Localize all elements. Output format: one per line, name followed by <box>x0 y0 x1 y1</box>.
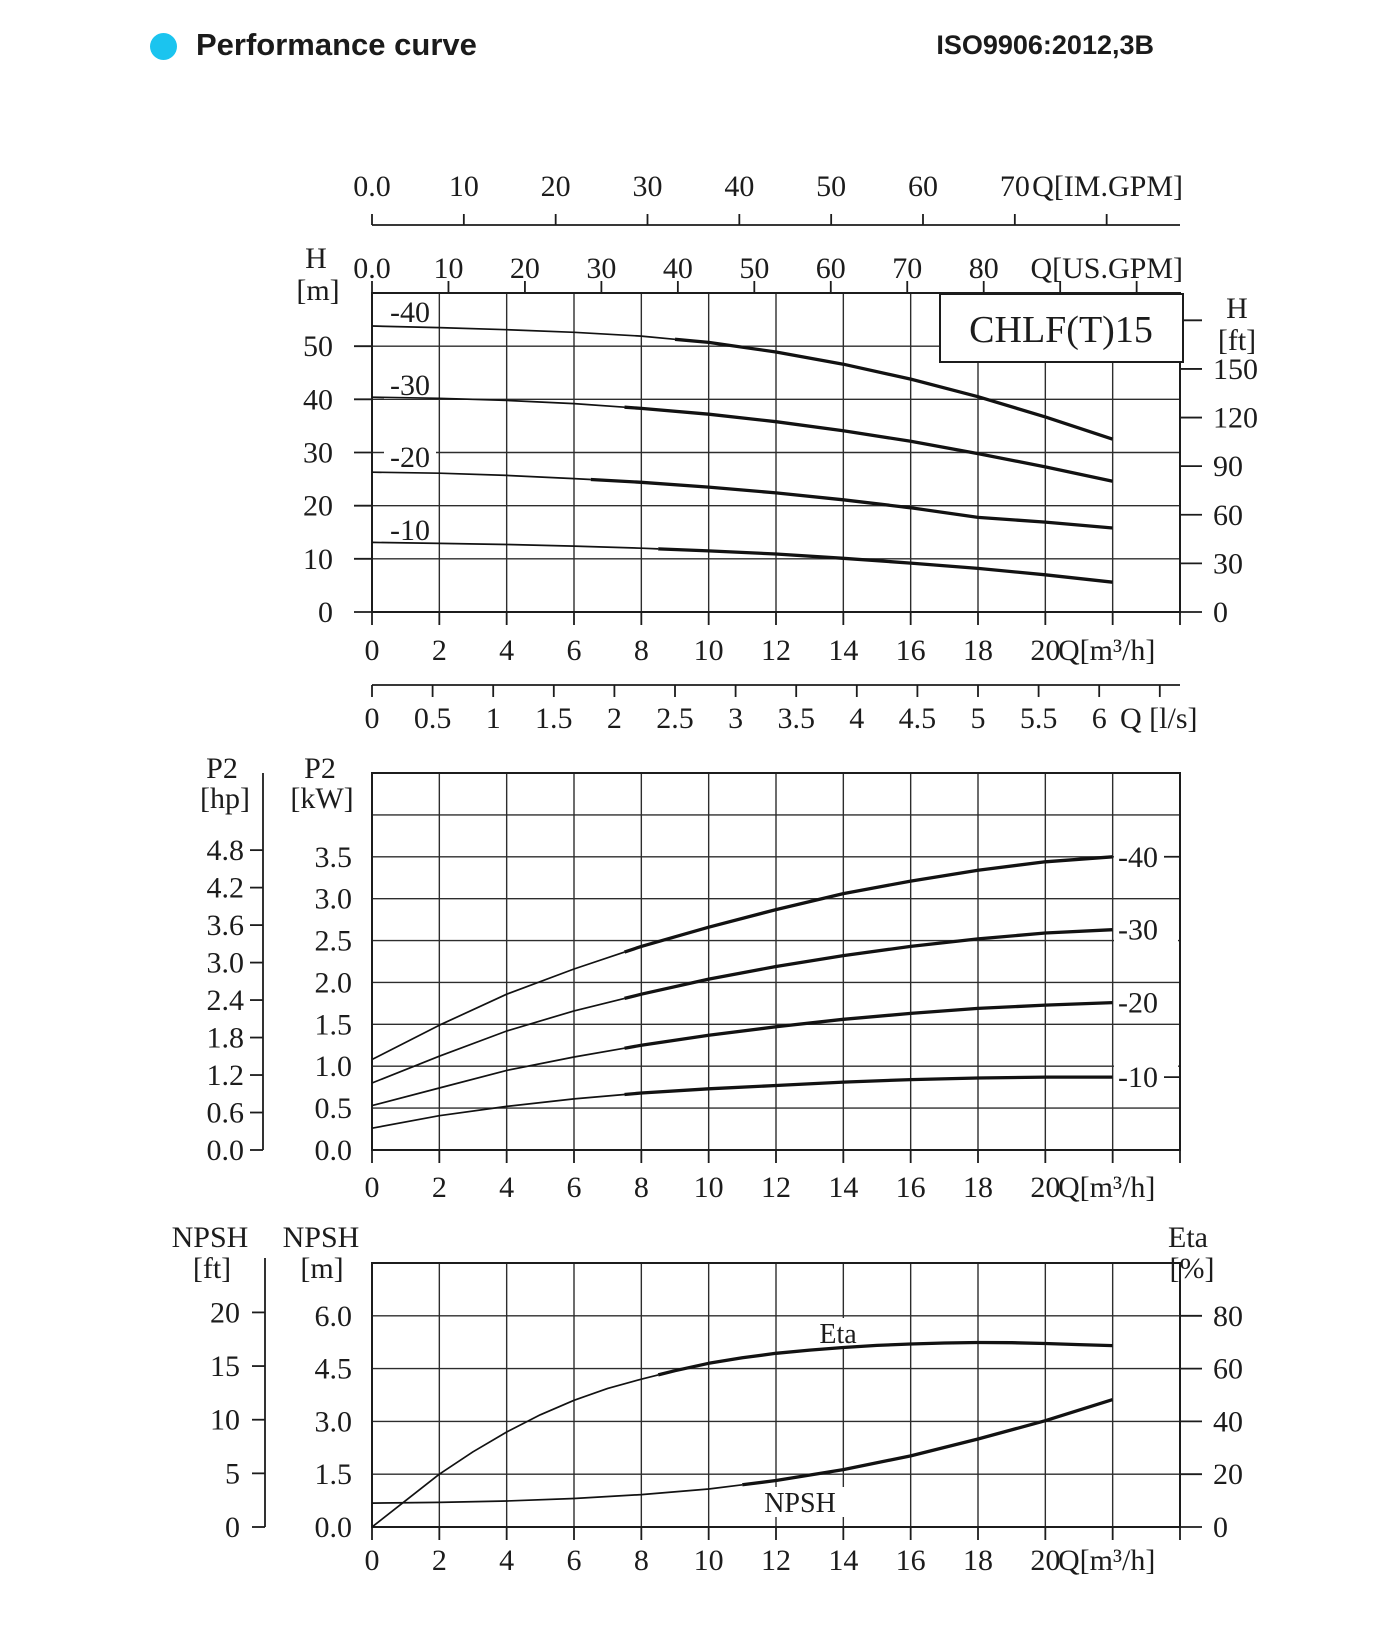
axis-tick-label: 20 <box>303 489 333 523</box>
axis-tick-label: 18 <box>963 1171 993 1204</box>
axis-tick-label: 2 <box>606 702 622 735</box>
y-left-title: [kW] <box>290 782 354 815</box>
curve-NPSH <box>742 1400 1112 1485</box>
axis-tick-label: 10 <box>433 252 464 285</box>
axis-tick-label: 50 <box>816 170 847 203</box>
curve-label--20: -20 <box>390 441 430 474</box>
axis-tick-label: 60 <box>815 252 846 285</box>
axis-tick-label: 40 <box>662 252 693 285</box>
axis-tick-label: 60 <box>1213 1352 1243 1386</box>
axis-tick-label: 4 <box>499 1171 515 1204</box>
axis-tick-label: 50 <box>303 330 333 364</box>
axis-tick-label: 0 <box>364 1171 380 1204</box>
x-axis-unit-label: Q[m³/h] <box>1058 1544 1156 1577</box>
curve-label--40: -40 <box>390 296 430 329</box>
y-left-outer-title: NPSH <box>171 1221 249 1254</box>
axis-tick-label: 1 <box>485 702 501 735</box>
axis-tick-label: 0.0 <box>353 170 391 203</box>
axis-tick-label: 80 <box>968 252 999 285</box>
axis-tick-label: 0 <box>225 1511 240 1544</box>
axis-tick-label: 0.0 <box>314 1511 352 1544</box>
curve--20 <box>625 1003 1113 1049</box>
axis-tick-label: 4.5 <box>314 1352 352 1386</box>
axis-tick-label: 1.2 <box>206 1059 244 1093</box>
curve-label--30: -30 <box>390 369 430 402</box>
curve-label--10: -10 <box>1118 1061 1158 1095</box>
axis-tick-label: 40 <box>1213 1405 1243 1439</box>
y-left-title: [m] <box>296 274 340 307</box>
axis-tick-label: 0.0 <box>206 1134 244 1167</box>
axis-tick-label: 10 <box>448 170 479 203</box>
axis-tick-label: 0.5 <box>413 702 452 735</box>
axis-tick-label: 2 <box>431 634 447 667</box>
axis-tick-label: 14 <box>828 1544 859 1577</box>
axis-tick-label: 10 <box>693 1171 724 1204</box>
y-right-title: [ft] <box>1217 324 1257 357</box>
axis-tick-label: 3.5 <box>314 840 352 874</box>
axis-tick-label: 5.5 <box>1019 702 1058 735</box>
axis-tick-label: 40 <box>724 170 755 203</box>
axis-tick-label: 3.5 <box>777 702 815 735</box>
axis-tick-label: 8 <box>633 1171 649 1204</box>
axis-tick-label: 1.8 <box>206 1021 244 1055</box>
axis-tick-label: 18 <box>963 1544 993 1577</box>
axis-tick-label: 0 <box>364 634 380 667</box>
axis-tick-label: 15 <box>210 1350 240 1384</box>
x-axis-unit-label: Q[m³/h] <box>1058 634 1156 667</box>
axis-tick-label: 10 <box>303 542 333 576</box>
curve-label--10: -10 <box>390 514 430 547</box>
x-axis-unit-label: Q[m³/h] <box>1058 1171 1156 1204</box>
curve-label-NPSH: NPSH <box>764 1488 836 1519</box>
y-left-outer-title: [ft] <box>192 1252 232 1285</box>
axis-tick-label: 30 <box>586 252 617 285</box>
y-right-title: [%] <box>1169 1252 1215 1285</box>
axis-tick-label: 0.5 <box>314 1092 352 1126</box>
axis-tick-label: 1.5 <box>314 1008 352 1042</box>
axis-tick-label: 0.0 <box>353 252 391 285</box>
axis-tick-label: 3.0 <box>206 946 244 980</box>
axis-tick-label: 8 <box>633 634 649 667</box>
axis-tick-label: 20 <box>1030 1544 1061 1577</box>
axis-tick-label: 20 <box>509 252 540 285</box>
y-left-outer-title: P2 <box>206 752 238 785</box>
axis-tick-label: 0 <box>1213 1511 1228 1544</box>
axis-tick-label: 0 <box>364 702 380 735</box>
y-left-title: NPSH <box>282 1221 360 1254</box>
axis-tick-label: 0 <box>364 1544 380 1577</box>
curve--40 <box>625 857 1113 952</box>
y-left-title: H <box>305 242 327 275</box>
axis-tick-label: 3 <box>728 702 744 735</box>
model-label: CHLF(T)15 <box>969 309 1153 351</box>
axis-tick-label: 2 <box>431 1171 447 1204</box>
axis-tick-label: 5 <box>970 702 986 735</box>
axis-tick-label: 60 <box>1213 498 1243 532</box>
axis-tick-label: 4 <box>849 702 865 735</box>
curve-label--30: -30 <box>1118 913 1158 947</box>
axis-tick-label: 30 <box>303 436 333 470</box>
axis-tick-label: 2.0 <box>314 966 352 1000</box>
curve-NPSH <box>372 1485 742 1503</box>
axis-tick-label: 0.0 <box>314 1134 352 1167</box>
standard-label: ISO9906:2012,3B <box>936 30 1154 60</box>
curve--10 <box>658 549 1112 582</box>
axis-tick-label: 16 <box>895 634 926 667</box>
y-right-title: H <box>1226 292 1248 325</box>
axis-tick-label: 12 <box>761 1171 791 1204</box>
axis-tick-label: 2.5 <box>656 702 694 735</box>
axis-tick-label: 70 <box>892 252 923 285</box>
x-axis-unit-label: Q[IM.GPM] <box>1032 170 1183 203</box>
axis-tick-label: 12 <box>761 634 791 667</box>
axis-tick-label: 10 <box>210 1403 240 1437</box>
x-axis-unit-label: Q[US.GPM] <box>1030 252 1183 285</box>
axis-tick-label: 8 <box>633 1544 649 1577</box>
curve--40 <box>372 952 625 1059</box>
axis-tick-label: 18 <box>963 634 993 667</box>
axis-tick-label: 5 <box>225 1457 240 1491</box>
axis-tick-label: 6.0 <box>314 1299 352 1333</box>
axis-tick-label: 10 <box>693 1544 724 1577</box>
axis-tick-label: 14 <box>828 634 859 667</box>
axis-tick-label: 120 <box>1213 401 1258 435</box>
axis-tick-label: 30 <box>632 170 663 203</box>
axis-tick-label: 2.4 <box>206 984 244 1018</box>
y-left-title: P2 <box>304 752 336 785</box>
axis-tick-label: 20 <box>540 170 571 203</box>
y-right-title: Eta <box>1168 1221 1208 1254</box>
axis-tick-label: 40 <box>303 383 333 417</box>
axis-tick-label: 12 <box>761 1544 791 1577</box>
axis-tick-label: 70 <box>999 170 1030 203</box>
axis-tick-label: 20 <box>210 1296 240 1330</box>
axis-tick-label: 14 <box>828 1171 859 1204</box>
axis-tick-label: 1.5 <box>314 1458 352 1492</box>
axis-tick-label: 3.0 <box>314 882 352 916</box>
x-axis-unit-label: Q [l/s] <box>1120 702 1198 735</box>
axis-tick-label: 16 <box>895 1544 926 1577</box>
curve-Eta <box>372 1375 658 1527</box>
axis-tick-label: 20 <box>1213 1458 1243 1492</box>
axis-tick-label: 6 <box>1091 702 1107 735</box>
axis-tick-label: 1.5 <box>535 702 573 735</box>
axis-tick-label: 30 <box>1213 547 1243 581</box>
axis-tick-label: 3.0 <box>314 1405 352 1439</box>
page-title: Performance curve <box>196 27 477 62</box>
y-left-outer-title: [hp] <box>200 782 250 815</box>
axis-tick-label: 90 <box>1213 450 1243 484</box>
curve--20 <box>591 480 1113 529</box>
axis-tick-label: 150 <box>1213 352 1258 386</box>
curve-Eta <box>658 1343 1112 1375</box>
axis-tick-label: 6 <box>566 1544 582 1577</box>
axis-tick-label: 0 <box>1213 596 1228 629</box>
axis-tick-label: 10 <box>693 634 724 667</box>
axis-tick-label: 0.6 <box>206 1096 244 1130</box>
axis-tick-label: 3.6 <box>206 909 244 943</box>
y-left-title: [m] <box>300 1252 344 1285</box>
axis-tick-label: 0 <box>318 596 333 629</box>
curve--30 <box>625 407 1113 481</box>
curve-label--40: -40 <box>1118 840 1158 874</box>
curve-label-Eta: Eta <box>819 1319 857 1350</box>
axis-tick-label: 50 <box>739 252 770 285</box>
axis-tick-label: 4.5 <box>898 702 937 735</box>
axis-tick-label: 60 <box>907 170 938 203</box>
axis-tick-label: 20 <box>1030 634 1061 667</box>
axis-tick-label: 2.5 <box>314 924 352 958</box>
curve--10 <box>625 1077 1113 1094</box>
axis-tick-label: 4.8 <box>206 834 244 868</box>
axis-tick-label: 1.0 <box>314 1050 352 1084</box>
curve--10 <box>372 1095 625 1129</box>
axis-tick-label: 80 <box>1213 1299 1243 1333</box>
axis-tick-label: 16 <box>895 1171 926 1204</box>
axis-tick-label: 4.2 <box>206 871 244 905</box>
axis-tick-label: 4 <box>499 1544 515 1577</box>
curve-label--20: -20 <box>1118 986 1158 1020</box>
axis-tick-label: 6 <box>566 1171 582 1204</box>
axis-tick-label: 20 <box>1030 1171 1061 1204</box>
axis-tick-label: 4 <box>499 634 515 667</box>
axis-tick-label: 6 <box>566 634 582 667</box>
axis-tick-label: 2 <box>431 1544 447 1577</box>
